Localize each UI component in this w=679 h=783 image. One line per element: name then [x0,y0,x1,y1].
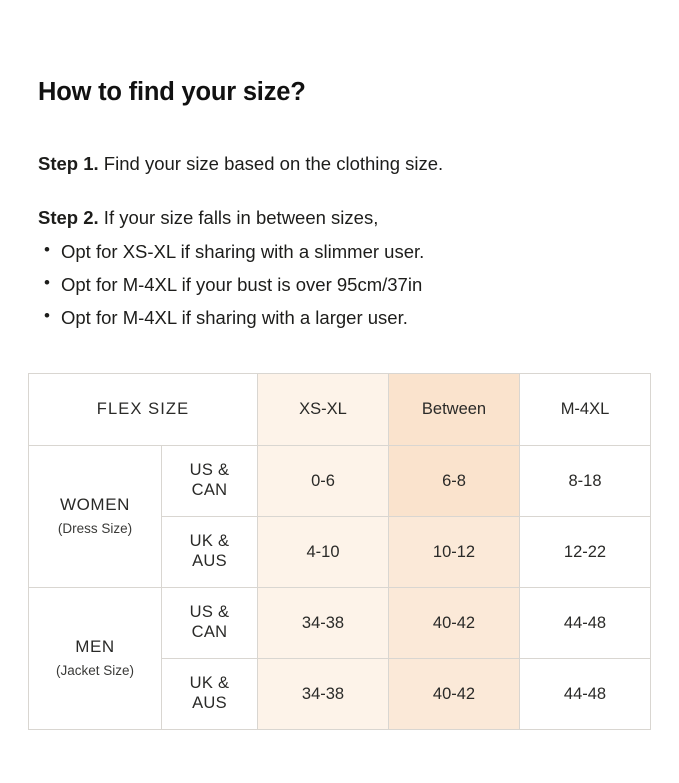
cell-men-us-m-4xl: 44-48 [520,588,651,659]
step-2-block [38,206,424,330]
cell-men-us-between: 40-42 [389,588,520,659]
group-cell-men [29,588,162,730]
size-chart-table [28,373,651,730]
step-2-label: Step 2. [38,207,99,228]
group-subtitle: (Jacket Size) [55,663,135,679]
region-line-1: US & [189,603,230,622]
step-1-label: Step 1. [38,153,99,174]
column-header-between: Between [389,374,520,446]
cell-women-uk-m-4xl: 12-22 [520,517,651,588]
cell-women-us-xs-xl: 0-6 [258,446,389,517]
region-line-1: UK & [189,674,230,693]
table-row [29,446,651,517]
region-line-1: UK & [189,532,230,551]
region-cell-us-can [162,446,258,517]
cell-women-us-m-4xl: 8-18 [520,446,651,517]
table-row [29,588,651,659]
region-line-2: AUS [192,694,227,712]
list-item: • Opt for XS-XL if sharing with a slimmer user. [38,240,424,264]
region-cell-uk-aus [162,659,258,730]
step-2-text: If your size falls in between sizes, [98,207,379,228]
column-header-xs-xl: XS-XL [258,374,389,446]
region-line-2: CAN [191,623,228,641]
cell-men-uk-between: 40-42 [389,659,520,730]
step-2-bullet-list [38,240,424,330]
group-subtitle: (Dress Size) [57,521,133,537]
list-item: • Opt for M-4XL if your bust is over 95cm/37in [38,273,424,297]
group-cell-women [29,446,162,588]
column-header-m-4xl: M-4XL [520,374,651,446]
page-title: How to find your size? [38,78,306,106]
region-line-1: US & [189,461,230,480]
cell-women-us-between: 6-8 [389,446,520,517]
region-cell-us-can [162,588,258,659]
cell-men-uk-xs-xl: 34-38 [258,659,389,730]
region-line-2: AUS [192,552,227,570]
cell-men-uk-m-4xl: 44-48 [520,659,651,730]
region-cell-uk-aus [162,517,258,588]
list-item: • Opt for M-4XL if sharing with a larger user. [38,306,424,330]
cell-women-uk-between: 10-12 [389,517,520,588]
step-1-block [38,152,443,177]
flex-size-header: FLEX SIZE [29,374,258,446]
table-header-row [29,374,651,446]
group-name: WOMEN [59,495,131,515]
cell-men-us-xs-xl: 34-38 [258,588,389,659]
region-line-2: CAN [191,481,228,499]
group-name: MEN [75,637,115,657]
step-1-text: Find your size based on the clothing size. [98,153,444,174]
cell-women-uk-xs-xl: 4-10 [258,517,389,588]
